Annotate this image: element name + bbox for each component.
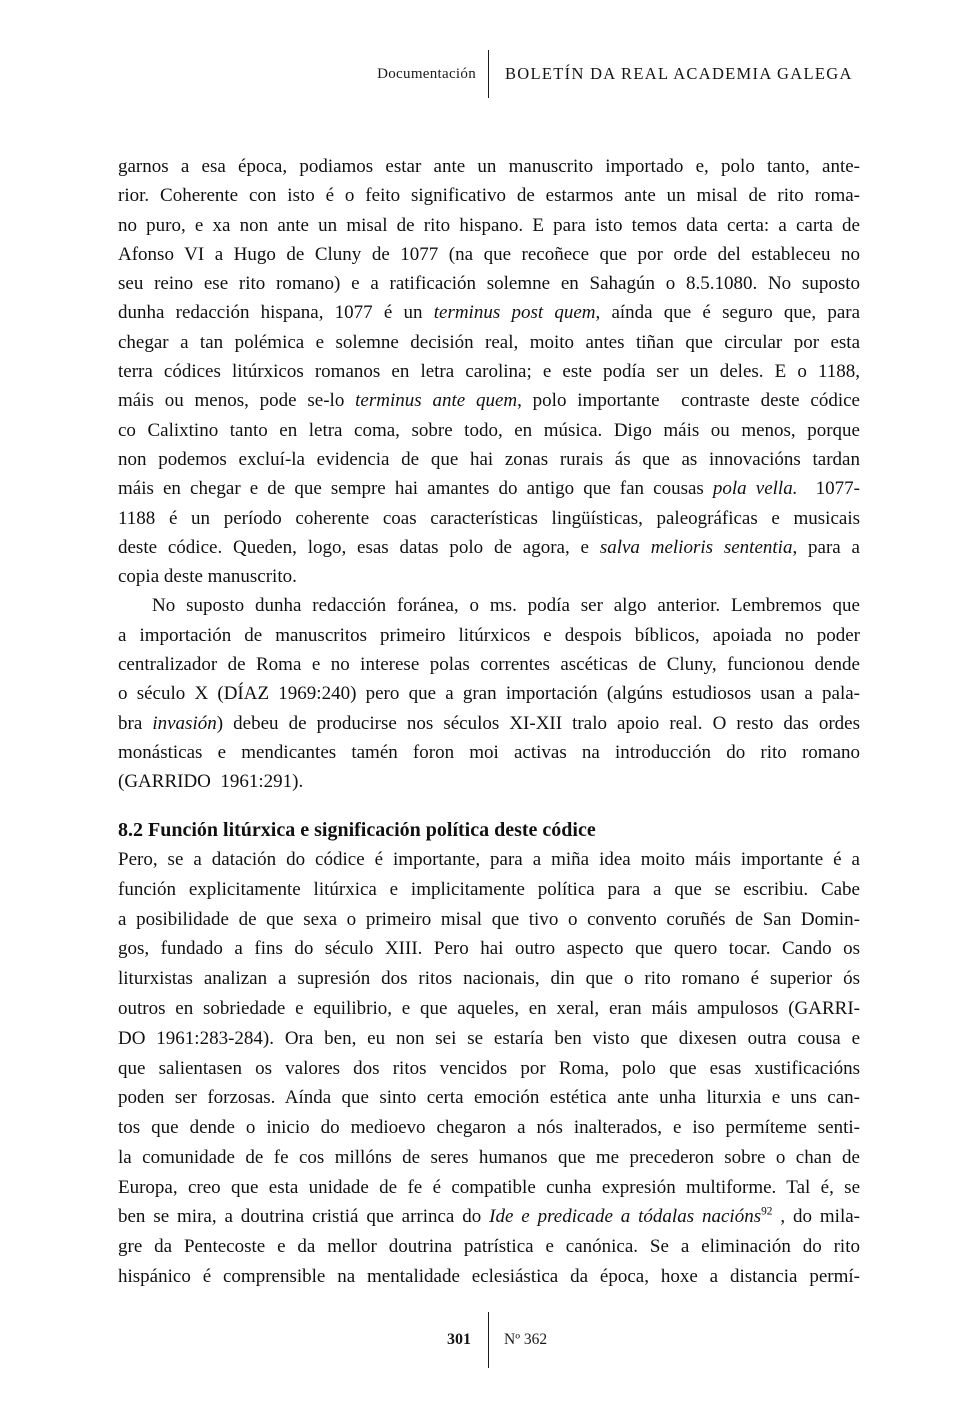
text-run: No suposto dunha redacción foránea, o ms. podía ser algo anterior. Lembremos que xyxy=(152,595,860,617)
text-run: la comunidade de fe cos millóns de seres humanos que me precederon sobre o chan de xyxy=(118,1146,860,1168)
text-run: terra códices litúrxicos romanos en letra carolina; e este podía ser un deles. E o 1188, xyxy=(118,361,860,383)
text-run: copia deste manuscrito. xyxy=(118,566,297,588)
text-line xyxy=(118,562,860,591)
text-run: rior. Coherente con isto é o feito significativo de estarmos ante un misal de rito roma- xyxy=(118,185,860,207)
italic-run: Ide e predicade a tódalas nacións xyxy=(489,1206,762,1228)
text-line xyxy=(118,240,860,269)
text-line xyxy=(118,1173,860,1203)
text-line xyxy=(118,1202,860,1232)
text-run: outros en sobriedade e equilibrio, e que aqueles, en xeral, eran máis ampulosos (GARRI- xyxy=(118,997,860,1019)
text-line xyxy=(118,738,860,767)
section-heading: 8.2 Función litúrxica e significación política deste códice xyxy=(118,818,596,841)
page-header xyxy=(0,50,975,98)
text-run: máis en chegar e de que sempre hai amantes do antigo que fan cousas xyxy=(118,478,713,500)
text-line xyxy=(118,1054,860,1084)
text-line xyxy=(118,1143,860,1173)
text-run: liturxistas analizan a supresión dos ritos nacionais, din que o rito romano é superior ós xyxy=(118,968,860,990)
italic-run: terminus ante quem xyxy=(355,390,518,412)
text-line xyxy=(118,767,860,796)
text-run: que salientasen os valores dos ritos vencidos por Roma, polo que esas xustificacións xyxy=(118,1057,860,1079)
text-run: tos que dende o inicio do medioevo chegaron a nós inalterados, e iso permíteme senti- xyxy=(118,1117,860,1139)
text-line xyxy=(118,875,860,905)
text-run: centralizador de Roma e no interese polas correntes ascéticas de Cluny, funcionou dende xyxy=(118,654,860,676)
text-run: non podemos excluí-la evidencia de que hai zonas rurais ás que as innovacións tardan xyxy=(118,448,860,470)
page-number: 301 xyxy=(447,1331,471,1348)
text-line xyxy=(118,357,860,386)
text-run: Europa, creo que esta unidade de fe é compatible cunha expresión multiforme. Tal é, se xyxy=(118,1176,860,1198)
text-line xyxy=(118,504,860,533)
text-run: máis ou menos, pode se-lo xyxy=(118,390,356,412)
italic-run: pola vella. xyxy=(712,478,798,500)
header-section-label: Documentación xyxy=(377,65,476,82)
text-run: ) debeu de producirse nos séculos XI-XII tralo apoio real. O resto das ordes xyxy=(216,712,860,734)
text-line xyxy=(118,905,860,935)
text-run: chegar a tan polémica e solemne decisión real, moito antes tiñan que circular por esta xyxy=(118,331,860,353)
text-run: , do mila- xyxy=(772,1206,860,1228)
text-line xyxy=(118,679,860,708)
text-run: co Calixtino tanto en letra coma, sobre todo, en música. Digo máis ou menos, porque xyxy=(118,419,860,441)
footnote-ref: 92 xyxy=(761,1206,773,1219)
text-run: 1077- xyxy=(797,478,861,500)
text-run: gre da Pentecoste e da mellor doutrina patrística e canónica. Se a eliminación do rito xyxy=(118,1236,860,1258)
text-line xyxy=(118,934,860,964)
text-run: poden ser forzosas. Aínda que sinto certa emoción estética ante unha liturxia e uns can- xyxy=(118,1087,860,1109)
text-line xyxy=(118,328,860,357)
text-run: hispánico é comprensible na mentalidade eclesiástica da época, hoxe a distancia permí- xyxy=(118,1266,860,1288)
text-run: DO 1961:283-284). Ora ben, eu non sei se estaría ben visto que dixesen outra cousa e xyxy=(118,1027,860,1049)
text-line xyxy=(118,845,860,875)
text-run: no puro, e xa non ante un misal de rito hispano. E para isto temos data certa: a carta de xyxy=(118,214,860,236)
text-run: monásticas e mendicantes tamén foron moi activas na introducción do rito romano xyxy=(118,741,860,763)
text-line xyxy=(118,416,860,445)
text-run: gos, fundado a fins do século XIII. Pero hai outro aspecto que quero tocar. Cando os xyxy=(118,938,860,960)
text-line xyxy=(118,621,860,650)
text-run: Pero, se a datación do códice é importante, para a miña idea moito máis importante é a xyxy=(118,848,860,870)
text-line xyxy=(118,994,860,1024)
text-line xyxy=(118,650,860,679)
text-line xyxy=(118,709,860,738)
text-line xyxy=(118,1232,860,1262)
text-line xyxy=(118,1083,860,1113)
text-run: dunha redacción hispana, 1077 é un xyxy=(118,302,434,324)
italic-run: invasión xyxy=(152,712,217,734)
text-line xyxy=(118,533,860,562)
text-run: , aínda que é seguro que, para xyxy=(595,302,861,324)
text-line xyxy=(118,269,860,298)
text-run: seu reino ese rito romano) e a ratificación solemne en Sahagún o 8.5.1080. No suposto xyxy=(118,273,860,295)
text-line xyxy=(118,211,860,240)
text-run: , polo importante contraste deste códice xyxy=(517,390,860,412)
text-line xyxy=(118,1024,860,1054)
text-line xyxy=(118,386,860,415)
text-line xyxy=(118,1262,860,1292)
text-line xyxy=(118,1113,860,1143)
text-line xyxy=(118,964,860,994)
italic-run: terminus post quem xyxy=(433,302,596,324)
text-run: función explicitamente litúrxica e implicitamente política para a que se escribiu. Cabe xyxy=(118,878,860,900)
text-run: bra xyxy=(118,712,153,734)
text-line xyxy=(118,445,860,474)
text-run: garnos a esa época, podiamos estar ante un manuscrito importado e, polo tanto, ante- xyxy=(118,156,860,177)
page-footer xyxy=(0,1312,975,1368)
text-run: ben se mira, a doutrina cristiá que arrinca do xyxy=(118,1206,490,1228)
text-run: (GARRIDO 1961:291). xyxy=(118,771,304,793)
issue-number: Nº 362 xyxy=(504,1331,548,1348)
text-line xyxy=(118,591,860,620)
text-line xyxy=(118,474,860,503)
text-run: o século X (DÍAZ 1969:240) pero que a gran importación (algúns estudiosos usan a pala- xyxy=(118,683,860,705)
text-run: deste códice. Queden, logo, esas datas polo de agora, e xyxy=(118,536,600,558)
text-line xyxy=(118,152,860,181)
text-run: , para a xyxy=(792,536,860,558)
italic-run: salva melioris sententia xyxy=(599,536,793,558)
text-run: a importación de manuscritos primeiro litúrxicos e despois bíblicos, apoiada no poder xyxy=(118,624,860,646)
text-run: a posibilidade de que sexa o primeiro misal que tivo o convento coruñés de San Domin- xyxy=(118,908,860,930)
text-line xyxy=(118,298,860,327)
text-run: Afonso VI a Hugo de Cluny de 1077 (na que recoñece que por orde del estableceu no xyxy=(118,243,860,265)
text-body xyxy=(118,152,860,1292)
journal-title: BOLETÍN DA REAL ACADEMIA GALEGA xyxy=(505,64,853,83)
text-line xyxy=(118,181,860,210)
text-run: 1188 é un período coherente coas características lingüísticas, paleográficas e musicais xyxy=(118,507,860,529)
